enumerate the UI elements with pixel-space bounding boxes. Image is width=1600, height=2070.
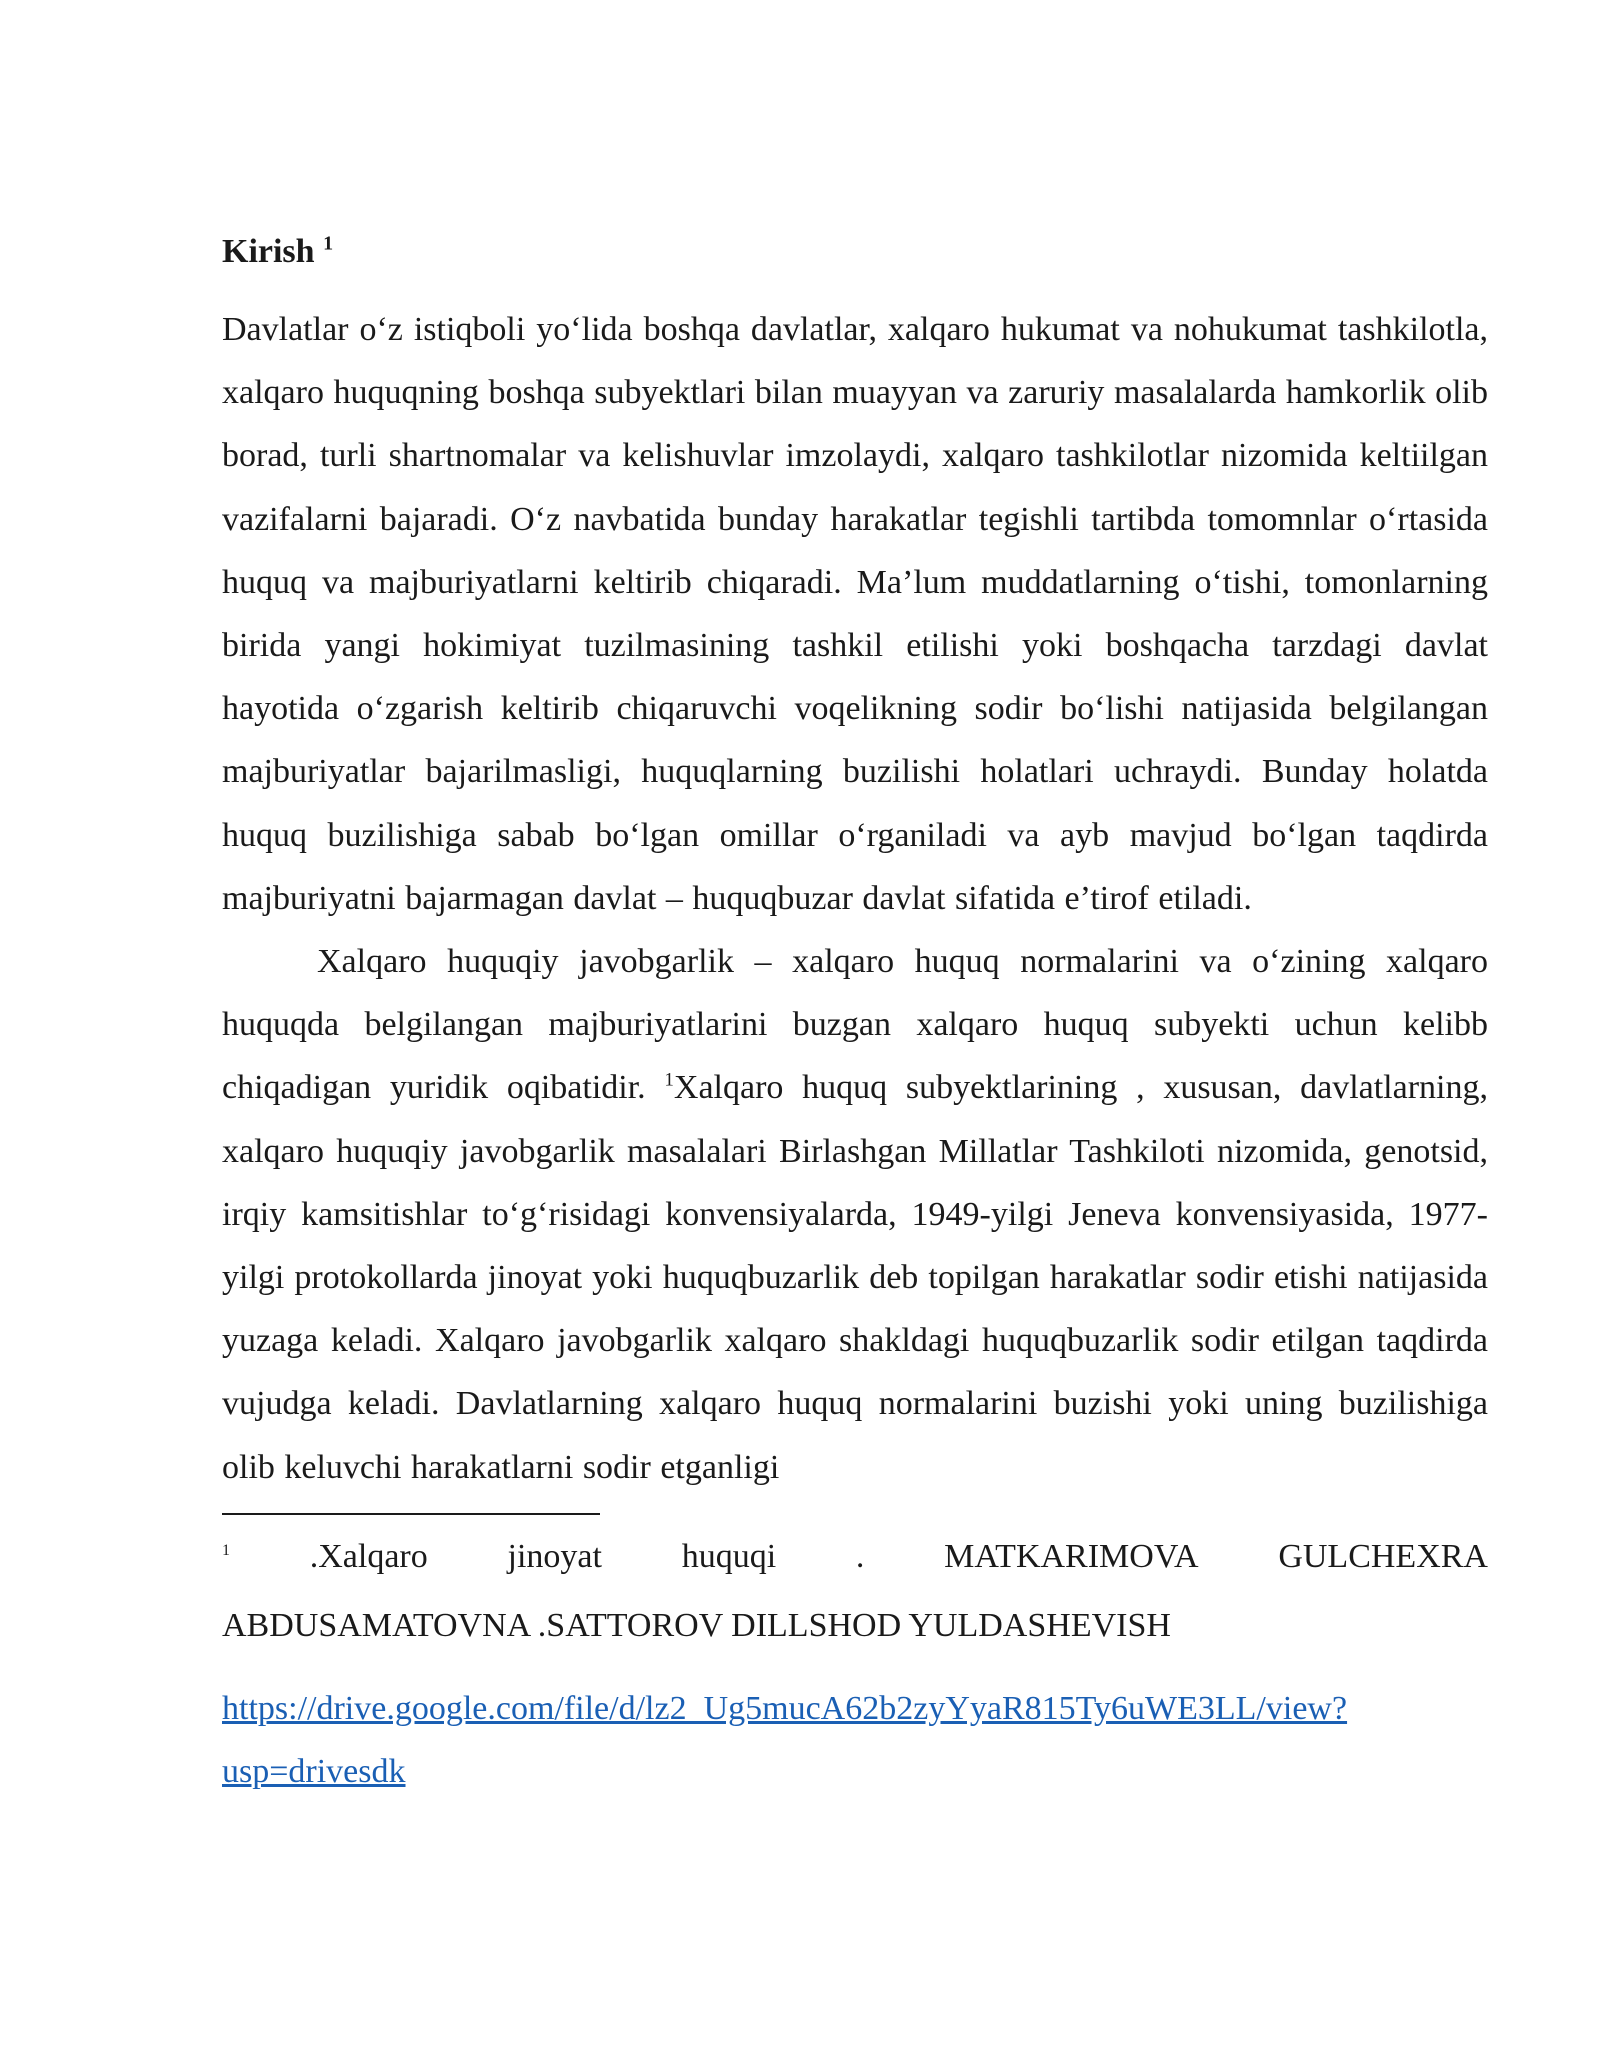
footnote-link-part-2: usp=drivesdk: [222, 1752, 406, 1790]
section-heading: [222, 228, 1488, 276]
footnote-link-part-1: https://drive.google.com/file/d/lz2_Ug5mucA62b2zyYyaR815Ty6uWE3LL/view?: [222, 1689, 1348, 1727]
footnote-line-1: [222, 1525, 1488, 1594]
footnote-word: GULCHEXRA: [1278, 1537, 1488, 1575]
footnote-separator: [222, 1513, 600, 1515]
heading-title: Kirish: [222, 233, 315, 270]
paragraph-2: [222, 930, 1488, 1499]
footnote-word: huquqi: [681, 1537, 777, 1575]
heading-footnote-ref[interactable]: 1: [323, 232, 334, 255]
paragraph-2-footnote-ref[interactable]: 1: [664, 1070, 674, 1092]
footnote-line-2: ABDUSAMATOVNA .SATTOROV DILLSHOD YULDASHEVISH: [222, 1606, 1171, 1644]
paragraph-1: Davlatlar o‘z istiqboli yo‘lida boshqa davlatlar, xalqaro hukumat va nohukumat tashkilotla, xalqaro huquqning boshqa subyektlari bilan muayyan va zaruriy masalalarda hamkorlik olib borad, turli shartnomalar va kelishuvlar imzolaydi, xalqaro tashkilotlar nizomida keltiilgan vazifalarni bajaradi. O‘z navbatida bunday harakatlar tegishli tartibda tomomnlar o‘rtasida huquq va majburiyatlarni keltirib chiqaradi. Ma’lum muddatlarning o‘tishi, tomonlarning birida yangi hokimiyat tuzilmasining tashkil etilishi yoki boshqacha tarzdagi davlat hayotida o‘zgarish keltirib chiqaruvchi voqelikning sodir bo‘lishi natijasida belgilangan majburiyatlar bajarilmasligi, huquqlarning buzilishi holatlari uchraydi. Bunday holatda huquq buzilishiga sabab bo‘lgan omillar o‘rganiladi va ayb mavjud bo‘lgan taqdirda majburiyatni bajarmagan davlat – huquqbuzar davlat sifatida e’tirof etiladi.: [222, 311, 1488, 917]
footnote: [222, 1525, 1488, 1803]
footnote-word: .: [855, 1537, 865, 1575]
footnote-word: jinoyat: [507, 1537, 602, 1575]
footnote-number: 1: [222, 1541, 230, 1559]
footnote-link[interactable]: [222, 1677, 1488, 1803]
page-content: [222, 228, 1488, 1803]
paragraph-2-part-a: Xalqaro huquqiy javobgarlik – xalqaro huquq normalarini va o‘zining xalqaro huquqda belgilangan majburiyatlarini buzgan xalqaro huquq subyekti uchun kelibb chiqadigan yuridik oqibatidir.: [222, 943, 1488, 1107]
footnote-word: .Xalqaro: [309, 1537, 428, 1575]
paragraph-2-part-b: Xalqaro huquq subyektlarining , xususan, davlatlarning, xalqaro huquqiy javobgarlik masalalari Birlashgan Millatlar Tashkiloti nizomida, genotsid, irqiy kamsitishlar to‘g‘risidagi konvensiyalarda, 1949-yilgi Jeneva konvensiyasida, 1977-yilgi protokollarda jinoyat yoki huquqbuzarlik deb topilgan harakatlar sodir etishi natijasida yuzaga keladi. Xalqaro javobgarlik xalqaro shakldagi huquqbuzarlik sodir etilgan taqdirda vujudga keladi. Davlatlarning xalqaro huquq normalarini buzishi yoki uning buzilishiga olib keluvchi harakatlarni sodir etganligi: [222, 1069, 1488, 1486]
footnote-word: MATKARIMOVA: [944, 1537, 1199, 1575]
